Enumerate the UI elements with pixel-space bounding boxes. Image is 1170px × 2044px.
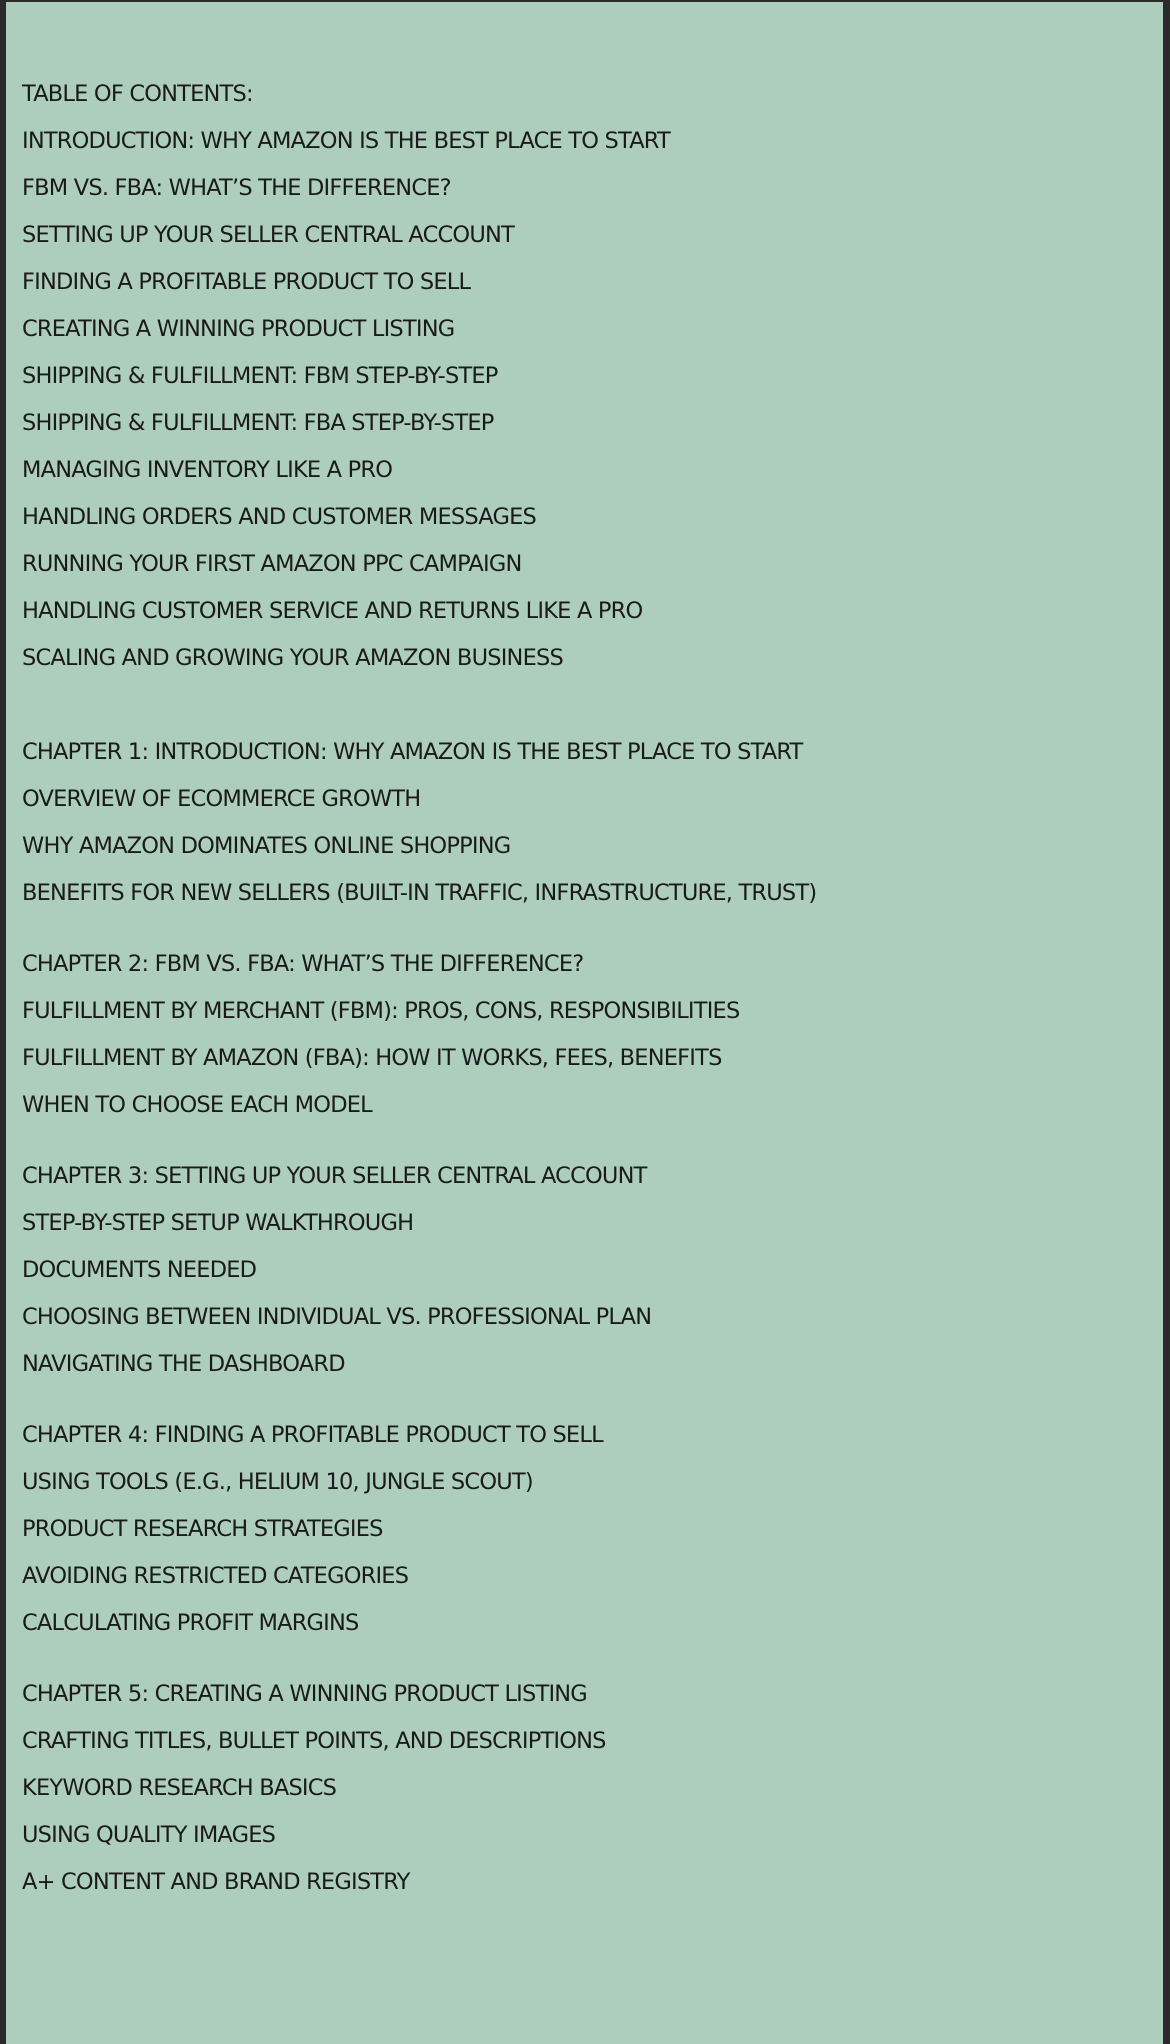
chapter-item: USING TOOLS (E.G., HELIUM 10, JUNGLE SCOUT) (22, 1469, 533, 1495)
toc-item: CREATING A WINNING PRODUCT LISTING (22, 316, 455, 342)
chapter-item: A+ CONTENT AND BRAND REGISTRY (22, 1869, 410, 1895)
chapter-item: CRAFTING TITLES, BULLET POINTS, AND DESCRIPTIONS (22, 1728, 606, 1754)
toc-item: INTRODUCTION: WHY AMAZON IS THE BEST PLACE TO START (22, 128, 670, 154)
chapter-title: CHAPTER 1: INTRODUCTION: WHY AMAZON IS THE BEST PLACE TO START (22, 739, 803, 765)
table-of-contents (22, 71, 1163, 682)
chapter-title: CHAPTER 3: SETTING UP YOUR SELLER CENTRAL ACCOUNT (22, 1163, 647, 1189)
toc-heading: TABLE OF CONTENTS: (22, 81, 253, 107)
chapter-item: CHOOSING BETWEEN INDIVIDUAL VS. PROFESSIONAL PLAN (22, 1304, 652, 1330)
chapter-1 (22, 729, 1163, 917)
section-spacer (22, 1647, 1163, 1671)
chapter-item: FULFILLMENT BY MERCHANT (FBM): PROS, CONS, RESPONSIBILITIES (22, 998, 740, 1024)
chapter-item: CALCULATING PROFIT MARGINS (22, 1610, 359, 1636)
chapter-item: WHEN TO CHOOSE EACH MODEL (22, 1092, 372, 1118)
chapter-item: FULFILLMENT BY AMAZON (FBA): HOW IT WORKS, FEES, BENEFITS (22, 1045, 722, 1071)
chapter-item: KEYWORD RESEARCH BASICS (22, 1775, 337, 1801)
chapter-5 (22, 1671, 1163, 1906)
chapter-item: USING QUALITY IMAGES (22, 1822, 276, 1848)
toc-item: SETTING UP YOUR SELLER CENTRAL ACCOUNT (22, 222, 514, 248)
chapter-item: OVERVIEW OF ECOMMERCE GROWTH (22, 786, 421, 812)
toc-item: HANDLING CUSTOMER SERVICE AND RETURNS LIKE A PRO (22, 598, 643, 624)
toc-item: SHIPPING & FULFILLMENT: FBA STEP-BY-STEP (22, 410, 494, 436)
chapter-item: WHY AMAZON DOMINATES ONLINE SHOPPING (22, 833, 511, 859)
chapter-item: AVOIDING RESTRICTED CATEGORIES (22, 1563, 409, 1589)
chapter-title: CHAPTER 4: FINDING A PROFITABLE PRODUCT TO SELL (22, 1422, 603, 1448)
chapter-item: PRODUCT RESEARCH STRATEGIES (22, 1516, 383, 1542)
toc-item: FBM VS. FBA: WHAT’S THE DIFFERENCE? (22, 175, 451, 201)
toc-item: FINDING A PROFITABLE PRODUCT TO SELL (22, 269, 471, 295)
chapter-item: NAVIGATING THE DASHBOARD (22, 1351, 345, 1377)
section-spacer (22, 682, 1163, 729)
section-spacer (22, 1388, 1163, 1412)
toc-item: RUNNING YOUR FIRST AMAZON PPC CAMPAIGN (22, 551, 522, 577)
document-page (6, 2, 1163, 2044)
chapter-4 (22, 1412, 1163, 1647)
chapter-title: CHAPTER 5: CREATING A WINNING PRODUCT LISTING (22, 1681, 587, 1707)
chapter-item: BENEFITS FOR NEW SELLERS (BUILT-IN TRAFFIC, INFRASTRUCTURE, TRUST) (22, 880, 817, 906)
chapter-2 (22, 941, 1163, 1129)
toc-item: SCALING AND GROWING YOUR AMAZON BUSINESS (22, 645, 563, 671)
chapter-title: CHAPTER 2: FBM VS. FBA: WHAT’S THE DIFFERENCE? (22, 951, 584, 977)
section-spacer (22, 1129, 1163, 1153)
chapter-item: DOCUMENTS NEEDED (22, 1257, 257, 1283)
toc-item: MANAGING INVENTORY LIKE A PRO (22, 457, 393, 483)
toc-item: SHIPPING & FULFILLMENT: FBM STEP-BY-STEP (22, 363, 498, 389)
chapter-item: STEP-BY-STEP SETUP WALKTHROUGH (22, 1210, 414, 1236)
chapter-3 (22, 1153, 1163, 1388)
toc-item: HANDLING ORDERS AND CUSTOMER MESSAGES (22, 504, 536, 530)
section-spacer (22, 917, 1163, 941)
